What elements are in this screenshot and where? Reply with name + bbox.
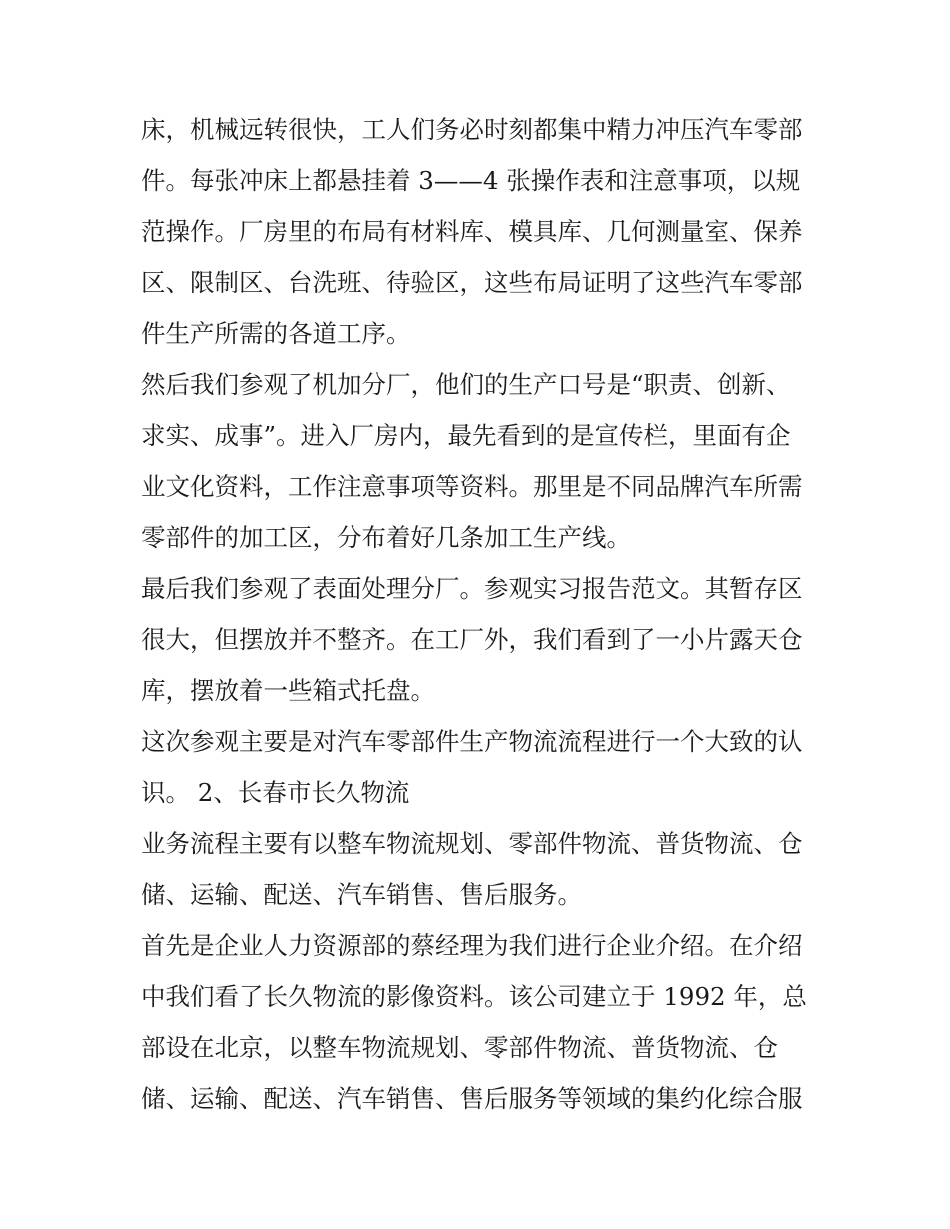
text-line: 业务流程主要有以整车物流规划、零部件物流、普货物流、仓 <box>141 829 803 858</box>
paragraph-business-flow <box>141 818 816 920</box>
text-line: 库，摆放着一些箱式托盘。 <box>141 676 435 705</box>
text-line: 区、限制区、台洗班、待验区，这些布局证明了这些汽车零部 <box>141 268 803 297</box>
text-line: 最后我们参观了表面处理分厂。参观实习报告范文。其暂存区 <box>141 574 803 603</box>
text-line: 然后我们参观了机加分厂，他们的生产口号是“职责、创新、 <box>141 370 791 399</box>
text-line: 储、运输、配送、汽车销售、售后服务。 <box>141 880 582 909</box>
paragraph-surface-treatment <box>141 563 816 716</box>
text-line: 范操作。厂房里的布局有材料库、模具库、几何测量室、保养 <box>141 217 803 246</box>
paragraph-stamping-workshop <box>141 104 816 359</box>
text-line: 件生产所需的各道工序。 <box>141 319 411 348</box>
text-line: 识。 2、长春市长久物流 <box>141 778 410 807</box>
paragraph-visit-summary <box>141 716 816 818</box>
text-line: 储、运输、配送、汽车销售、售后服务等领域的集约化综合服 <box>141 1084 803 1113</box>
text-line: 求实、成事”。进入厂房内，最先看到的是宣传栏，里面有企 <box>141 421 791 450</box>
text-line: 很大，但摆放并不整齐。在工厂外，我们看到了一小片露天仓 <box>141 625 803 654</box>
document-body <box>141 104 816 1124</box>
text-line: 床，机械远转很快，工人们务必时刻都集中精力冲压汽车零部 <box>141 115 803 144</box>
text-line: 件。每张冲床上都悬挂着 3——4 张操作表和注意事项，以规 <box>141 166 801 195</box>
text-line: 首先是企业人力资源部的蔡经理为我们进行企业介绍。在介绍 <box>141 931 803 960</box>
text-line: 这次参观主要是对汽车零部件生产物流流程进行一个大致的认 <box>141 727 803 756</box>
text-line: 业文化资料，工作注意事项等资料。那里是不同品牌汽车所需 <box>141 472 803 501</box>
paragraph-company-intro <box>141 920 816 1124</box>
text-line: 部设在北京，以整车物流规划、零部件物流、普货物流、仓 <box>141 1033 778 1062</box>
text-line: 零部件的加工区，分布着好几条加工生产线。 <box>141 523 631 552</box>
paragraph-machining-plant <box>141 359 816 563</box>
text-line: 中我们看了长久物流的影像资料。该公司建立于 1992 年，总 <box>141 982 807 1011</box>
